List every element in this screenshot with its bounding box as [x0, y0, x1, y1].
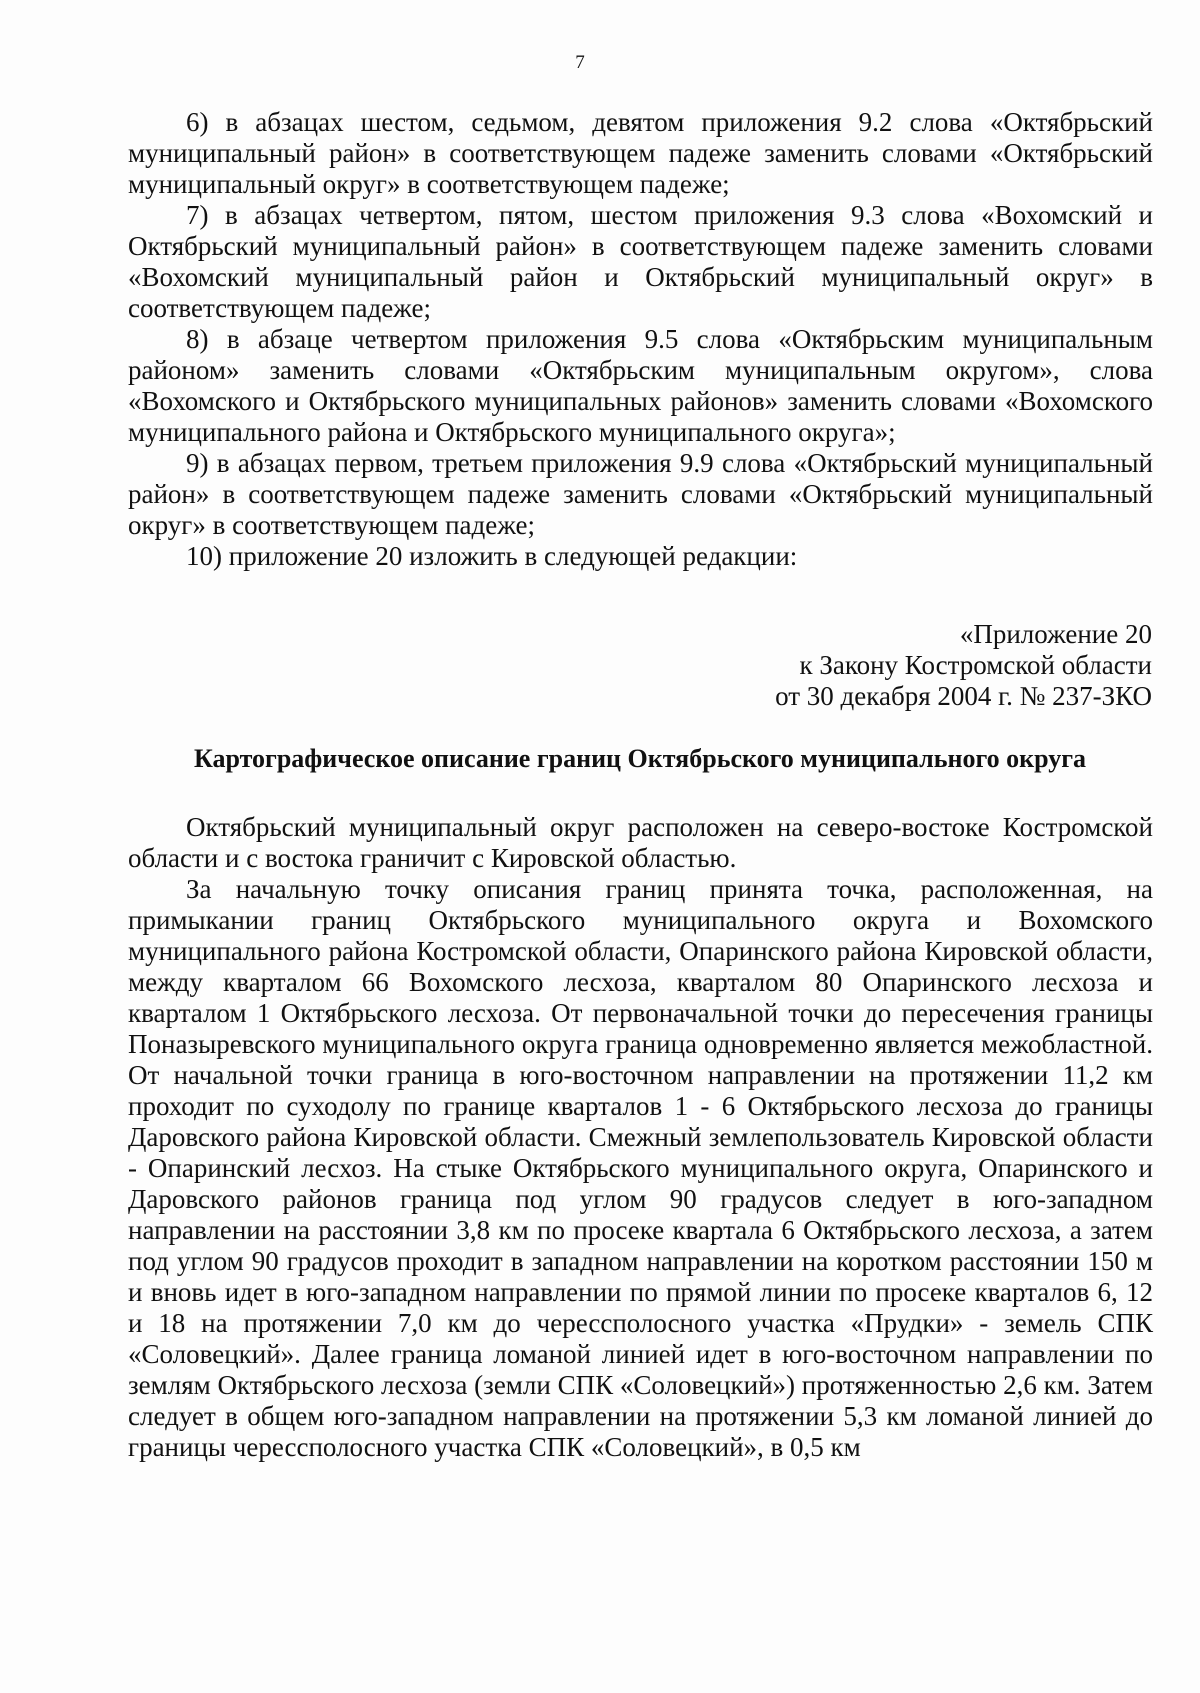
amendments-list: [128, 107, 1153, 572]
boundary-description: [128, 812, 1153, 1463]
description-paragraph-boundary: За начальную точку описания границ принята точка, расположенная, на примыкании границ Октябрьского муниципального округа и Вохомского муниципального района Костромской области, Опаринского района Кировской области, между кварталом 66 Вохомского лесхоза, кварталом 80 Опаринского лесхоза и кварталом 1 Октябрьского лесхоза. От первоначальной точки до пересечения границы Поназыревского муниципального округа граница одновременно является межобластной. От начальной точки граница в юго-восточном направлении на протяжении 11,2 км проходит по суходолу по границе кварталов 1 - 6 Октябрьского лесхоза до границы Даровского района Кировской области. Смежный землепользователь Кировской области - Опаринский лесхоз. На стыке Октябрьского муниципального округа, Опаринского и Даровского районов граница под углом 90 градусов следует в юго-западном направлении на расстоянии 3,8 км по просеке квартала 6 Октябрьского лесхоза, а затем под углом 90 градусов проходит в западном направлении на коротком расстоянии 150 м и вновь идет в юго-западном направлении по прямой линии по просеке кварталов 6, 12 и 18 на протяжении 7,0 км до черессполосного участка «Прудки» - земель СПК «Соловецкий». Далее граница ломаной линией идет в юго-восточном направлении по землям Октябрьского лесхоза (земли СПК «Соловецкий») протяженностью 2,6 км. Затем следует в общем юго-западном направлении на протяжении 5,3 км ломаной линией до границы черессполосного участка СПК «Соловецкий», в 0,5 км: [128, 874, 1153, 1462]
appendix-heading: [552, 619, 1152, 712]
appendix-law-line: к Закону Костромской области: [799, 650, 1152, 680]
page-number: 7: [575, 52, 585, 73]
description-paragraph-location: Октябрьский муниципальный округ расположен на северо-востоке Костромской области и с востока граничит с Кировской областью.: [128, 812, 1153, 873]
document-title: Картографическое описание границ Октябрьского муниципального округа: [193, 744, 1087, 773]
amendment-item-7: 7) в абзацах четвертом, пятом, шестом приложения 9.3 слова «Вохомский и Октябрьский муниципальный район» в соответствующем падеже заменить словами «Вохомский муниципальный район и Октябрьский муниципальный округ» в соответствующем падеже;: [128, 200, 1153, 323]
amendment-item-10: 10) приложение 20 изложить в следующей редакции:: [186, 541, 798, 571]
amendment-item-6: 6) в абзацах шестом, седьмом, девятом приложения 9.2 слова «Октябрьский муниципальный район» в соответствующем падеже заменить словами «Октябрьский муниципальный округ» в соответствующем падеже;: [128, 107, 1153, 199]
appendix-line: «Приложение 20: [959, 619, 1152, 649]
appendix-date-line: от 30 декабря 2004 г. № 237-ЗКО: [775, 681, 1152, 711]
amendment-item-8: 8) в абзаце четвертом приложения 9.5 слова «Октябрьским муниципальным районом» заменить словами «Октябрьским муниципальным округом», слова «Вохомского и Октябрьского муниципальных районов» заменить словами «Вохомского муниципального района и Октябрьского муниципального округа»;: [128, 324, 1153, 447]
amendment-item-9: 9) в абзацах первом, третьем приложения 9.9 слова «Октябрьский муниципальный район» в соответствующем падеже заменить словами «Октябрьский муниципальный округ» в соответствующем падеже;: [128, 448, 1153, 540]
